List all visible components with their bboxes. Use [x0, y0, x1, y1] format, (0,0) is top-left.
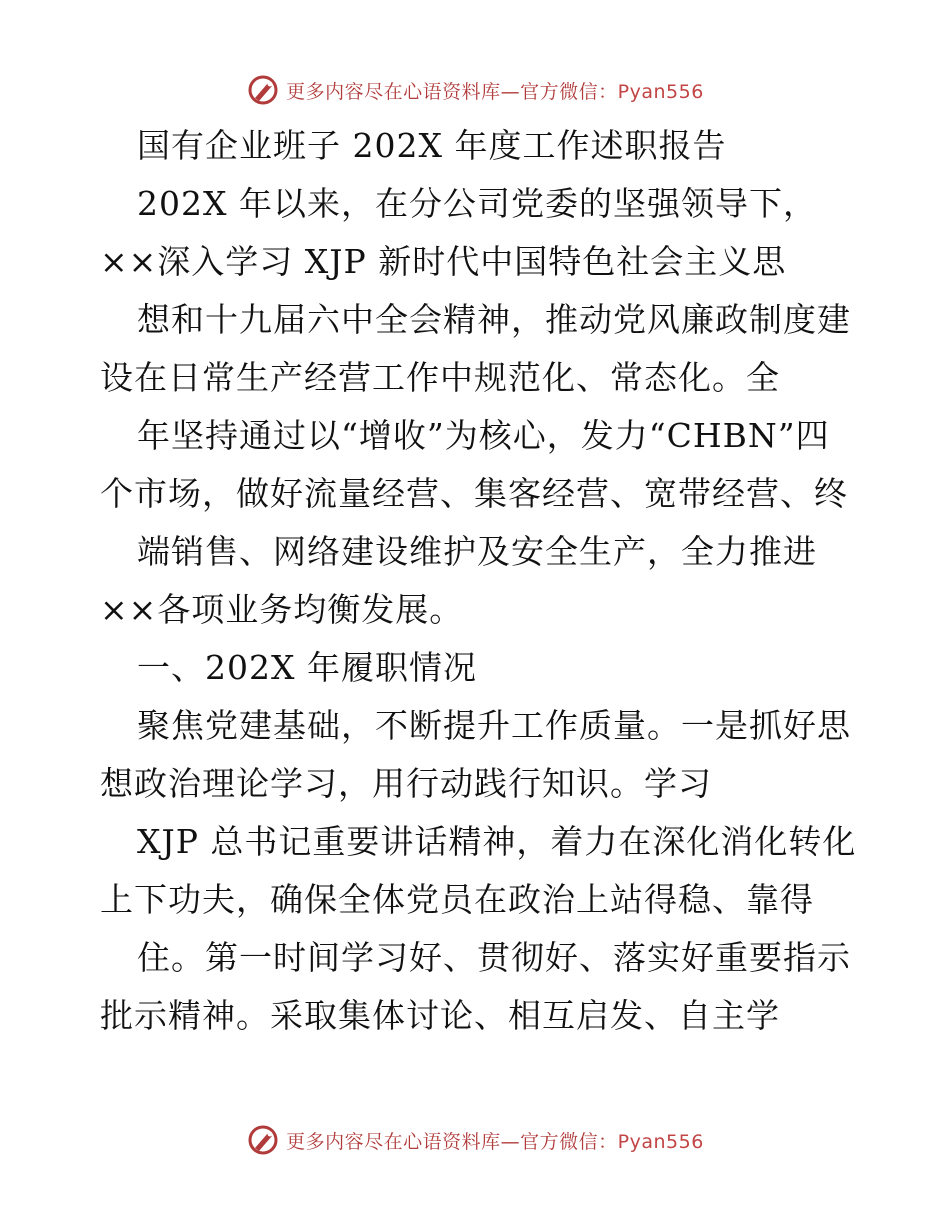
watermark-text: 更多内容尽在心语资料库—官方微信：Pyan556	[286, 80, 704, 103]
paragraph-line: 住。第一时间学习好、贯彻好、落实好重要指示	[137, 938, 851, 977]
logo-pen-icon	[246, 1123, 280, 1157]
section-heading: 一、202X 年履职情况	[137, 648, 477, 687]
paragraph-line: XJP 总书记重要讲话精神，着力在深化消化转化	[137, 822, 857, 861]
paragraph-line: 202X 年以来，在分公司党委的坚强领导下，	[137, 184, 817, 223]
paragraph-line: 想和十九届六中全会精神，推动党风廉政制度建	[137, 300, 851, 339]
logo-pen-icon	[246, 73, 280, 107]
header-watermark-banner	[0, 70, 950, 110]
wechat-handle: Pyan556	[617, 1130, 704, 1153]
paragraph-line: 批示精神。采取集体讨论、相互启发、自主学	[100, 996, 780, 1035]
paragraph-line: 想政治理论学习，用行动践行知识。学习	[100, 764, 712, 803]
document-title: 国有企业班子 202X 年度工作述职报告	[137, 126, 727, 165]
paragraph-line: 上下功夫，确保全体党员在政治上站得稳、靠得	[100, 880, 814, 919]
paragraph-line: 设在日常生产经营工作中规范化、常态化。全	[100, 358, 780, 397]
paragraph-line: 年坚持通过以“增收”为核心，发力“CHBN”四	[137, 416, 830, 455]
wechat-handle: Pyan556	[617, 80, 704, 103]
footer-watermark-banner	[0, 1120, 950, 1160]
paragraph-line: 端销售、网络建设维护及安全生产，全力推进	[137, 532, 817, 571]
paragraph-line: 聚焦党建基础，不断提升工作质量。一是抓好思	[137, 706, 851, 745]
paragraph-line: ××深入学习 XJP 新时代中国特色社会主义思	[100, 242, 787, 281]
paragraph-line: 个市场，做好流量经营、集客经营、宽带经营、终	[100, 474, 848, 513]
watermark-text: 更多内容尽在心语资料库—官方微信：Pyan556	[286, 1130, 704, 1153]
paragraph-line: ××各项业务均衡发展。	[100, 590, 464, 629]
